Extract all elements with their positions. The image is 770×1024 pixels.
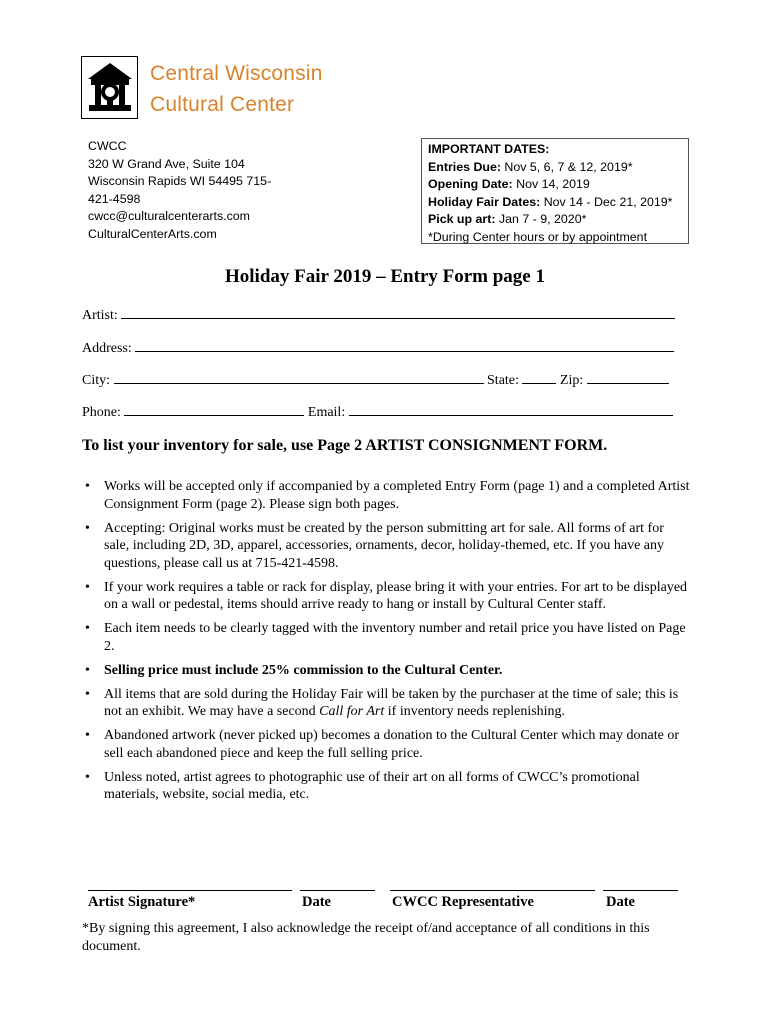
city-label: City: <box>82 373 111 388</box>
list-item: • All items that are sold during the Holiday Fair will be taken by the purchaser at the time of sale; this is not an exhibit. We may have a second Call for Art if inventory needs replenishing. <box>85 686 679 719</box>
address-label: Address: <box>82 341 132 356</box>
address-field-row <box>82 339 674 357</box>
artist-signature-line[interactable] <box>88 890 292 891</box>
street: 320 W Grand Ave, Suite 104 <box>88 156 245 171</box>
state-input-line[interactable] <box>522 371 556 384</box>
list-item: • Accepting: Original works must be created by the person submitting art for sale. All forms of art for sale, including 2D, 3D, apparel, accessories, ornaments, decor, holiday-themed, etc. If you have any questions, please call us at 715-421-4598. <box>85 520 665 571</box>
artist-input-line[interactable] <box>121 306 675 319</box>
list-item: • Works will be accepted only if accompanied by a completed Entry Form (page 1) and a completed Artist Consignment Form (page 2). Please sign both pages. <box>85 479 690 512</box>
city-phone-1: Wisconsin Rapids WI 54495 715- <box>88 174 272 189</box>
opening-label: Opening Date: <box>428 177 513 192</box>
city-phone-2: 421-4598 <box>88 191 141 206</box>
list-item: • Each item needs to be clearly tagged with the inventory number and retail price you have listed on Page 2. <box>85 621 686 654</box>
org-name: CWCC <box>88 139 127 153</box>
address-input-line[interactable] <box>135 339 674 352</box>
email-label: Email: <box>307 405 346 420</box>
list-item: • Unless noted, artist agrees to photographic use of their art on all forms of CWCC’s promotional materials, website, social media, etc. <box>85 769 640 802</box>
city-field-row <box>82 371 669 389</box>
phone-label: Phone: <box>82 405 121 420</box>
dates-heading: IMPORTANT DATES: <box>428 142 550 156</box>
pickup-value: Jan 7 - 9, 2020* <box>495 212 587 227</box>
important-dates-box <box>421 138 689 244</box>
logo-line-2: Cultural Center <box>150 93 295 116</box>
email-input-line[interactable] <box>349 403 673 416</box>
state-label: State: <box>487 373 519 388</box>
rep-signature-label: CWCC Representative <box>392 894 534 910</box>
artist-label: Artist: <box>82 308 118 323</box>
list-item: • Selling price must include 25% commission to the Cultural Center. <box>85 662 503 678</box>
acknowledgement-text: *By signing this agreement, I also acknowledge the receipt of/and acceptance of all conditions in this document. <box>82 921 650 954</box>
artist-date-line[interactable] <box>300 890 375 891</box>
opening-value: Nov 14, 2019 <box>512 177 590 192</box>
logo-line-1: Central Wisconsin <box>150 62 323 85</box>
zip-input-line[interactable] <box>587 371 669 384</box>
entries-value: Nov 5, 6, 7 & 12, 2019* <box>500 159 633 174</box>
phone-email-row <box>82 403 673 421</box>
pickup-label: Pick up art: <box>428 212 496 227</box>
rep-signature-line[interactable] <box>390 890 595 891</box>
fair-value: Nov 14 - Dec 21, 2019* <box>540 194 673 209</box>
artist-date-label: Date <box>302 894 331 910</box>
inventory-note: To list your inventory for sale, use Page 2 ARTIST CONSIGNMENT FORM. <box>82 437 608 454</box>
artist-signature-label: Artist Signature* <box>88 894 196 910</box>
page-title: Holiday Fair 2019 – Entry Form page 1 <box>225 266 545 287</box>
website: CulturalCenterArts.com <box>88 226 217 241</box>
rep-date-line[interactable] <box>603 890 678 891</box>
conditions-list <box>82 478 692 810</box>
logo-box <box>81 56 138 119</box>
email: cwcc@culturalcenterarts.com <box>88 209 250 224</box>
dates-note: *During Center hours or by appointment <box>428 229 648 244</box>
zip-label: Zip: <box>559 373 584 388</box>
fair-label: Holiday Fair Dates: <box>428 194 541 209</box>
list-item: • Abandoned artwork (never picked up) becomes a donation to the Cultural Center which may donate or sell each abandoned piece and keep the full selling price. <box>85 728 679 761</box>
building-columns-icon <box>85 61 135 115</box>
list-item: • If your work requires a table or rack for display, please bring it with your entries. For art to be displayed on a wall or pedestal, items should arrive ready to hang or install by Cultural Center staff. <box>85 579 688 612</box>
rep-date-label: Date <box>606 894 635 910</box>
entries-label: Entries Due: <box>428 159 501 174</box>
artist-field-row <box>82 306 675 324</box>
city-input-line[interactable] <box>114 371 484 384</box>
address-block <box>88 138 271 244</box>
phone-input-line[interactable] <box>124 403 304 416</box>
